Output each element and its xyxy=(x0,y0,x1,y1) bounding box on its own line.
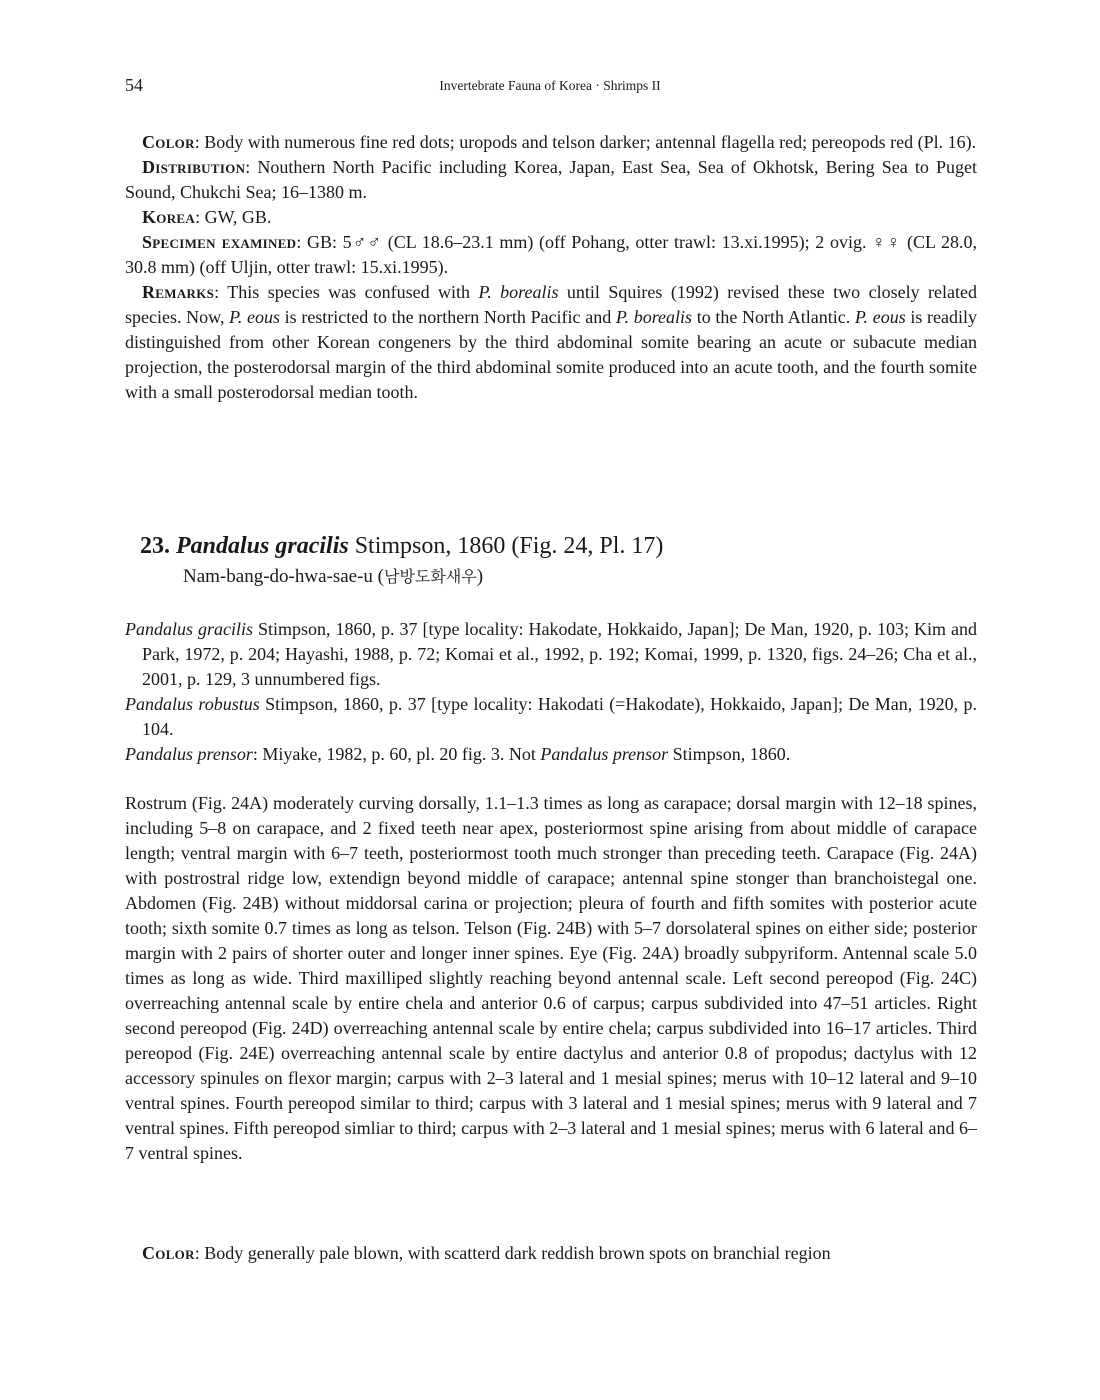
color-paragraph xyxy=(125,1241,977,1266)
synonym-text: Stimpson, 1860. xyxy=(668,744,791,764)
running-title: Invertebrate Fauna of Korea · Shrimps II xyxy=(439,78,661,93)
species-name: P. eous xyxy=(854,307,906,327)
species-name: P. eous xyxy=(229,307,280,327)
synonymy-list xyxy=(125,617,977,767)
species-heading xyxy=(140,530,663,562)
remarks-text: until Squires (1992) revised these two closely related species. Now, xyxy=(125,282,977,327)
synonym-name: Pandalus prensor xyxy=(125,744,253,764)
synonym-text: : Miyake, 1982, p. 60, pl. 20 fig. 3. Not xyxy=(252,744,541,764)
color-section xyxy=(125,1241,977,1266)
korea-text: : GW, GB. xyxy=(195,207,272,227)
korean-hangul: 남방도화새우 xyxy=(384,567,477,586)
distribution-text: : Nouthern North Pacific including Korea, Japan, East Sea, Sea of Okhotsk, Bering Sea to Puget Sound, Chukchi Sea; 16–1380 m. xyxy=(125,157,977,202)
korea-label: Korea xyxy=(142,207,196,227)
color-paragraph xyxy=(125,130,977,155)
species-name: P. borealis xyxy=(615,307,693,327)
species-number: 23. xyxy=(140,533,170,559)
species-name: P. borealis xyxy=(478,282,559,302)
korean-close: ) xyxy=(476,566,484,587)
remarks-text: is restricted to the northern North Pacific and xyxy=(279,307,616,327)
remarks-text: : This species was confused with xyxy=(214,282,479,302)
remarks-label: Remarks xyxy=(142,282,215,302)
synonym-name: Pandalus prensor xyxy=(540,744,669,764)
color-text: : Body with numerous fine red dots; uropods and telson darker; antennal flagella red; pereopods red (Pl. 16). xyxy=(194,132,977,152)
synonymy-entry xyxy=(125,617,977,692)
remarks-text: is readily distinguished from other Korean congeners by the third abdominal somite bearing an acute or subacute median projection, the posterodorsal margin of the third abdominal somite produced into an acute tooth, and the fourth somite with a small posterodorsal median tooth. xyxy=(125,307,978,402)
previous-species-section xyxy=(125,130,977,405)
color-text: : Body generally pale blown, with scatterd dark reddish brown spots on branchial region xyxy=(194,1243,831,1263)
synonym-name: Pandalus robustus xyxy=(125,694,260,714)
species-author: Stimpson, 1860 (Fig. 24, Pl. 17) xyxy=(348,533,664,559)
specimen-text: : GB: 5♂♂ (CL 18.6–23.1 mm) (off Pohang, otter trawl: 13.xi.1995); 2 ovig. ♀♀ (CL 28.0, 30.8 mm) (off Uljin, otter trawl: 15.xi.1995). xyxy=(125,232,977,277)
synonym-text: Stimpson, 1860, p. 37 [type locality: Hakodate, Hokkaido, Japan]; De Man, 1920, p. 103; Kim and Park, 1972, p. 204; Hayashi, 1988, p. 72; Komai et al., 1992, p. 192; Komai, 1999, p. 1320, figs. 24–26; Cha et al., 2001, p. 129, 3 unnumbered figs. xyxy=(142,619,977,689)
specimen-paragraph xyxy=(125,230,977,280)
synonym-text: Stimpson, 1860, p. 37 [type locality: Hakodati (=Hakodate), Hokkaido, Japan]; De Man, 1920, p. 104. xyxy=(142,694,977,739)
remarks-text: to the North Atlantic. xyxy=(692,307,855,327)
specimen-label: Specimen examined xyxy=(142,232,297,252)
page-number: 54 xyxy=(125,75,143,95)
synonymy-entry xyxy=(125,742,977,767)
description-paragraph: Rostrum (Fig. 24A) moderately curving dorsally, 1.1–1.3 times as long as carapace; dorsal margin with 12–18 spines, including 5–8 on carapace, and 2 fixed teeth near apex, posteriormost spine arising from about middle of carapace length; ventral margin with 6–7 teeth, posteriormost tooth much stronger than preceding teeth. Carapace (Fig. 24A) with postrostral ridge low, extendign beyond middle of carapace; antennal spine stonger than branchoistegal one. Abdomen (Fig. 24B) without middorsal carina or projection; pleura of fourth and fifth somites with posterior acute tooth; sixth somite 0.7 times as long as telson. Telson (Fig. 24B) with 5–7 dorsolateral spines on either side; posterior margin with 2 pairs of shorter outer and longer inner spines. Eye (Fig. 24A) broadly subpyriform. Antennal scale 5.0 times as long as wide. Third maxilliped slightly reaching beyond antennal scale. Left second pereopod (Fig. 24C) overreaching antennal scale by entire chela and anterior 0.6 of carpus; carpus subdivided into 47–51 articles. Right second pereopod (Fig. 24D) overreaching antennal scale by entire chela; carpus subdivided into 16–17 articles. Third pereopod (Fig. 24E) overreaching antennal scale by entire dactylus and anterior 0.8 of propodus; dactylus with 12 accessory spinules on flexor margin; carpus with 2–3 lateral and 1 mesial spines; merus with 10–12 lateral and 9–10 ventral spines. Fourth pereopod similar to third; carpus with 3 lateral and 1 mesial spines; merus with 9 lateral and 7 ventral spines. Fifth pereopod simliar to third; carpus with 2–3 lateral and 1 mesial spines; merus with 6 lateral and 6–7 ventral spines. xyxy=(125,793,977,1163)
color-label: Color xyxy=(142,132,195,152)
distribution-label: Distribution xyxy=(142,157,246,177)
distribution-paragraph xyxy=(125,155,977,205)
description-section xyxy=(125,791,977,1166)
synonymy-entry xyxy=(125,692,977,742)
synonym-name: Pandalus gracilis xyxy=(125,619,254,639)
korean-romanized: Nam-bang-do-hwa-sae-u ( xyxy=(183,566,384,587)
korean-name xyxy=(183,564,483,590)
korea-paragraph xyxy=(125,205,977,230)
species-name: Pandalus gracilis xyxy=(176,533,349,559)
color-label: Color xyxy=(142,1243,195,1263)
remarks-paragraph xyxy=(125,280,977,405)
